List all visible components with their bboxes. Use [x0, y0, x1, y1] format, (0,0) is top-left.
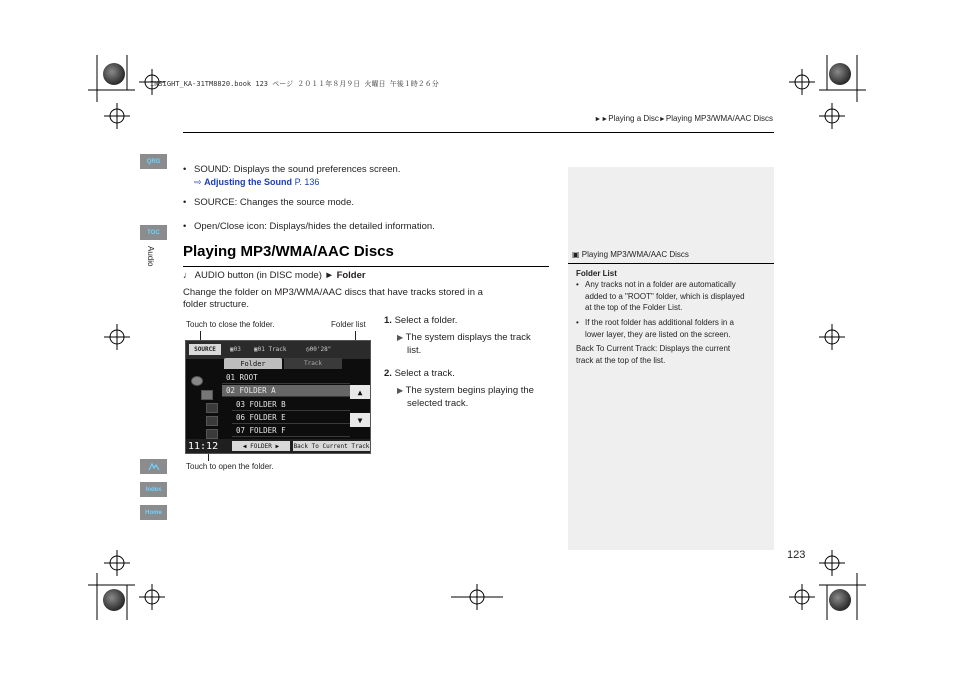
source-button[interactable]: SOURCE	[189, 344, 221, 355]
sidebar-header	[572, 250, 689, 259]
folder-row[interactable]: 07 FOLDER F	[232, 425, 350, 437]
link-arrow-icon: ⇨	[194, 177, 202, 187]
breadcrumb	[594, 114, 773, 123]
result-line: The system displays the track	[405, 332, 531, 343]
tab-toc[interactable]: TOC	[140, 225, 167, 240]
clock-display: 11:12	[188, 441, 219, 452]
step-2-result	[397, 385, 534, 410]
sidebar-bullet-1	[576, 279, 766, 314]
close-folder-icon[interactable]	[191, 376, 203, 386]
print-header-meta: INSIGHT_KA-31TM8820.book 123 ページ ２０１１年８月９日 火曜日 午後１時２６分	[150, 80, 439, 88]
breadcrumb-part2[interactable]: Playing MP3/WMA/AAC Discs	[665, 114, 773, 123]
sidebar-line: added to a "ROOT" folder, which is displayed	[585, 291, 745, 301]
folder-icon: ▣	[230, 346, 234, 353]
track-time-value: 00'28"	[309, 346, 332, 353]
audio-button-icon: ♩	[183, 270, 193, 281]
back-to-current-track-button[interactable]: Back To Current Track	[293, 442, 370, 450]
folder-number	[230, 346, 241, 353]
label-close-folder: Touch to close the folder.	[186, 320, 275, 329]
desc-source: : Changes the source mode.	[234, 197, 355, 208]
folder-row[interactable]: 03 FOLDER B	[232, 399, 350, 411]
desc-open-close: : Displays/hides the detailed information.	[264, 221, 435, 232]
sidebar-back-note: Back To Current Track: Displays the current track at the top of the list.	[576, 344, 731, 365]
title-rule	[183, 266, 549, 267]
folder-row[interactable]: 02 FOLDER A	[222, 385, 350, 397]
sidebar-line: • If the root folder has additional folders in a	[585, 318, 734, 327]
sidebar-line: Displays the current	[659, 344, 731, 353]
sidebar-bullet-2	[576, 317, 766, 340]
intro-line-2: folder structure.	[183, 299, 249, 310]
sidebar-line: • Any tracks not in a folder are automatically	[585, 280, 736, 289]
sidebar-line: lower layer, they are listed on the screen.	[585, 329, 731, 339]
breadcrumb-arrow-icon: ►►	[594, 116, 609, 123]
track-number	[254, 346, 287, 353]
result-line: selected track.	[407, 397, 469, 409]
registration-globe-bl	[103, 589, 125, 611]
folder-button-label: FOLDER	[250, 442, 272, 450]
folder-row[interactable]: 06 FOLDER E	[232, 412, 350, 424]
note-icon: ▣	[572, 250, 580, 259]
desc-sound: : Displays the sound preferences screen.	[228, 164, 401, 175]
tab-index[interactable]: Index	[140, 482, 167, 497]
next-arrow-icon: ▶	[271, 442, 280, 450]
step-2	[384, 368, 455, 379]
header-rule	[183, 132, 774, 133]
term-source: SOURCE	[194, 197, 235, 208]
voice-command-icon	[148, 462, 160, 472]
registration-globe-tr	[829, 63, 851, 85]
folder-icon	[206, 403, 218, 413]
sidebar-line: at the top of the Folder List.	[585, 303, 683, 312]
button-path	[183, 270, 366, 282]
intro-line-1: Change the folder on MP3/WMA/AAC discs that have tracks stored in a	[183, 287, 483, 298]
button-path-target: Folder	[336, 270, 366, 281]
registration-globe-br	[829, 589, 851, 611]
sidebar-rule	[568, 263, 774, 264]
sidebar-line: track at the top of the list.	[576, 355, 666, 365]
sidebar-header-text: Playing MP3/WMA/AAC Discs	[581, 250, 689, 259]
step-text: Select a folder.	[394, 315, 458, 326]
section-label-audio: Audio	[146, 246, 155, 267]
term-open-close: Open/Close icon	[194, 221, 265, 232]
link-label[interactable]: Adjusting the Sound	[204, 177, 293, 187]
track-number-value: 01 Track	[257, 346, 287, 353]
step-1-result	[397, 332, 531, 357]
result-arrow-icon: ▶	[397, 386, 404, 395]
result-arrow-icon: ▶	[397, 333, 404, 342]
sidebar-back-term: Back To Current Track	[576, 344, 655, 353]
result-line: list.	[407, 344, 422, 356]
folder-prev-next-button[interactable]	[232, 441, 290, 451]
result-line: The system begins playing the	[405, 385, 534, 396]
button-path-text: AUDIO button (in DISC mode)	[194, 270, 322, 281]
folder-list-screen	[185, 340, 371, 454]
scroll-down-button[interactable]: ▼	[350, 413, 370, 427]
link-adjusting-sound[interactable]	[194, 177, 319, 188]
label-folder-list: Folder list	[331, 320, 366, 329]
page-number: 123	[787, 549, 806, 561]
registration-globe-tl	[103, 63, 125, 85]
folder-row[interactable]: 01 ROOT	[222, 372, 350, 384]
label-open-folder: Touch to open the folder.	[186, 462, 274, 471]
clock-icon: ◷	[306, 346, 310, 353]
tab-home[interactable]: Home	[140, 505, 167, 520]
scroll-up-button[interactable]: ▲	[350, 385, 370, 399]
track-icon: ▣	[254, 346, 258, 353]
sidebar-title: Folder List	[576, 269, 617, 278]
step-number: 1.	[384, 315, 392, 326]
folder-icon	[206, 416, 218, 426]
folder-number-value: 03	[233, 346, 241, 353]
step-1	[384, 315, 457, 326]
tab-qrg[interactable]: QRG	[140, 154, 167, 169]
open-folder-icon[interactable]	[201, 390, 213, 400]
page-title: Playing MP3/WMA/AAC Discs	[183, 243, 394, 260]
breadcrumb-part1[interactable]: Playing a Disc	[608, 114, 659, 123]
step-text: Select a track.	[394, 368, 455, 379]
path-arrow-icon: ►	[324, 270, 334, 281]
tab-track[interactable]: Track	[284, 358, 342, 369]
prev-arrow-icon: ◀	[242, 442, 251, 450]
tab-folder[interactable]: Folder	[224, 358, 282, 369]
tab-voice[interactable]	[140, 459, 167, 474]
link-page[interactable]: P. 136	[292, 177, 320, 187]
term-sound: SOUND	[194, 164, 229, 175]
folder-icon	[206, 429, 218, 439]
track-time	[306, 346, 331, 353]
breadcrumb-arrow-icon: ►	[658, 116, 666, 123]
step-number: 2.	[384, 368, 392, 379]
